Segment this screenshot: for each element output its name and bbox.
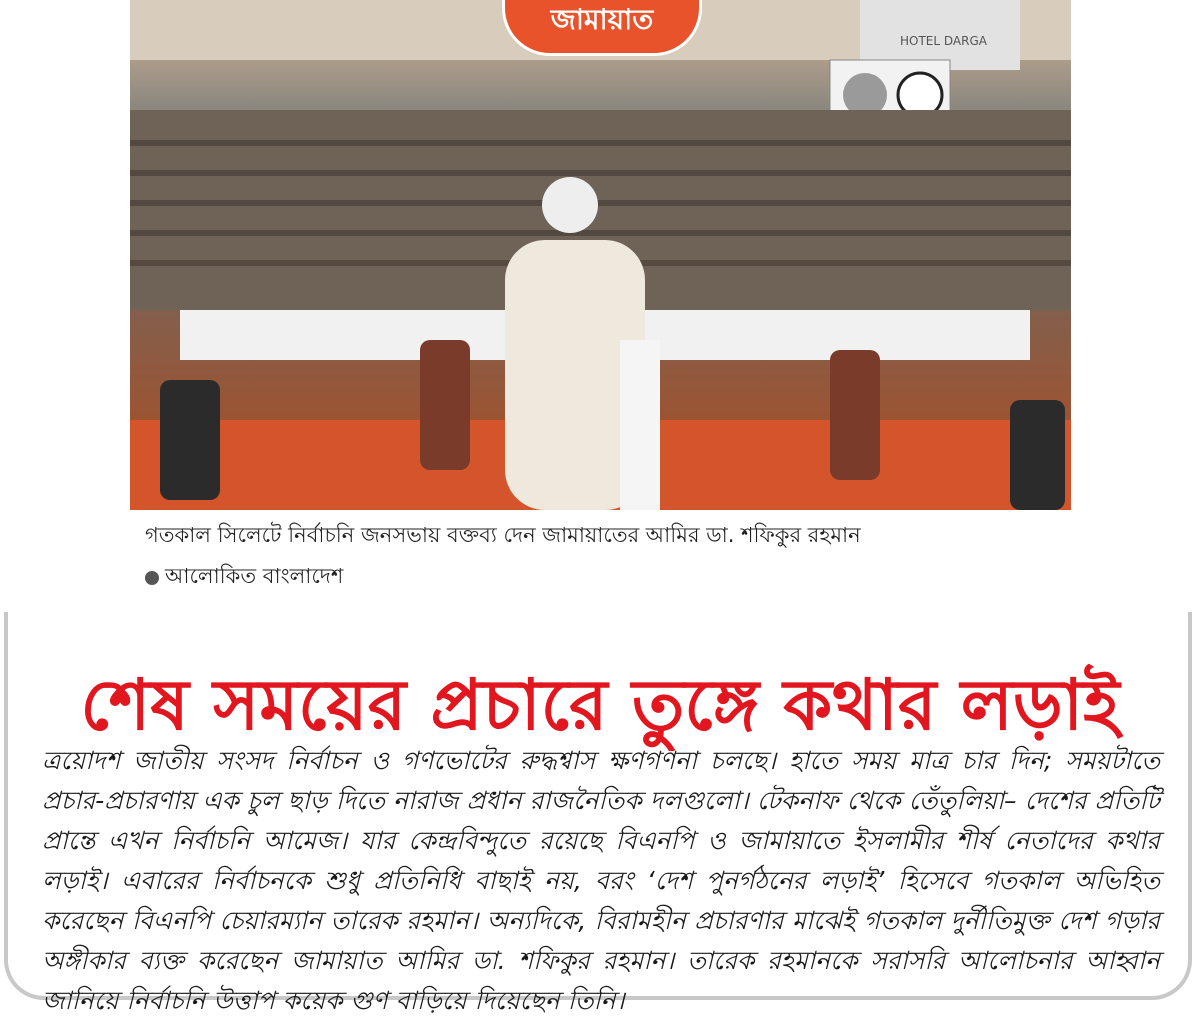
article-headline: শেষ সময়ের প্রচারে তুঙ্গে কথার লড়াই: [80, 663, 1120, 746]
article-body: ত্রয়োদশ জাতীয় সংসদ নির্বাচন ও গণভোটের রুদ্ধশ্বাস ক্ষণগণনা চলছে। হাতে সময় মাত্র চার দিন; সময়টাতে প্রচার-প্রচারণায় এক চুল ছাড় দিতে নারাজ প্রধান রাজনৈতিক দলগুলো। টেকনাফ থেকে তেঁতুলিয়া– দেশের প্রতিটি প্রান্তে এখন নির্বাচনি আমেজ। যার কেন্দ্রবিন্দুতে রয়েছে বিএনপি ও জামায়াতে ইসলামীর শীর্ষ নেতাদের কথার লড়াই। এবারের নির্বাচনকে শুধু প্রতিনিধি বাছাই নয়, বরং ‘দেশ পুনর্গঠনের লড়াই’ হিসেবে গতকাল অভিহিত করেছেন বিএনপি চেয়ারম্যান তারেক রহমান। অন্যদিকে, বিরামহীন প্রচারণার মাঝেই গতকাল দুর্নীতিমুক্ত দেশ গড়ার অঙ্গীকার ব্যক্ত করেছেন জামায়াত আমির ডা. শফিকুর রহমান। তারেক রহমানকে সরাসরি আলোচনার আহ্বান জানিয়ে নির্বাচনি উত্তাপ কয়েক গুণ বাড়িয়ে দিয়েছেন তিনি।: [42, 746, 1160, 1015]
section-badge: [502, 0, 702, 56]
rally-photo-icon: [130, 0, 1071, 510]
section-badge-label: জামায়াত: [550, 3, 654, 36]
hotel-sign: HOTEL DARGA: [900, 34, 987, 48]
photo-credit: [145, 560, 343, 595]
bullet-icon: [145, 571, 159, 585]
rally-photo: [130, 0, 1071, 510]
photo-caption: গতকাল সিলেটে নির্বাচনি জনসভায় বক্তব্য দেন জামায়াতের আমির ডা. শফিকুর রহমান: [145, 523, 861, 547]
photo-credit-text: আলোকিত বাংলাদেশ: [165, 564, 344, 588]
